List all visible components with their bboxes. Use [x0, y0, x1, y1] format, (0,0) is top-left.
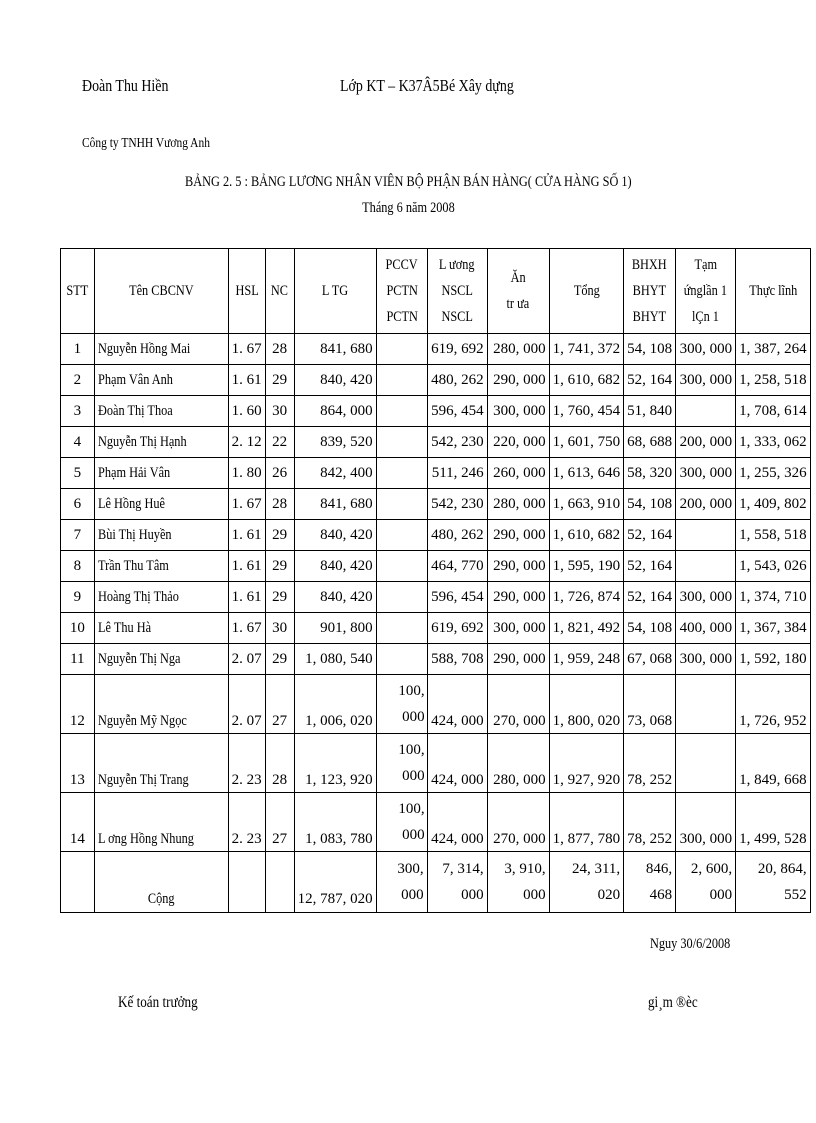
col-header-stt: STT — [61, 249, 95, 334]
cell-lnscl: 424, 000 — [427, 734, 487, 793]
total-hsl — [228, 852, 265, 913]
cell-lnscl: 480, 262 — [427, 365, 487, 396]
cell-pccv: 100, 000 — [376, 734, 427, 793]
cell-tong: 1, 595, 190 — [549, 551, 624, 582]
cell-pccv: 100, 000 — [376, 675, 427, 734]
cell-bh: 52, 164 — [624, 520, 676, 551]
cell-tong: 1, 927, 920 — [549, 734, 624, 793]
col-header-lnscl: L ương NSCL NSCL — [427, 249, 487, 334]
cell-hsl: 2. 07 — [228, 644, 265, 675]
cell-nc: 27 — [265, 675, 294, 734]
cell-lnscl: 596, 454 — [427, 396, 487, 427]
total-lnscl: 7, 314, 000 — [427, 852, 487, 913]
cell-pccv — [376, 520, 427, 551]
col-header-tamung: Tạm ứnglần 1 lÇn 1 — [676, 249, 736, 334]
cell-ltg: 842, 400 — [294, 458, 376, 489]
cell-hsl: 2. 23 — [228, 793, 265, 852]
cell-antrua: 270, 000 — [487, 793, 549, 852]
cell-hsl: 1. 61 — [228, 582, 265, 613]
cell-antrua: 280, 000 — [487, 734, 549, 793]
table-row — [61, 427, 811, 458]
total-nc — [265, 852, 294, 913]
cell-tamung: 200, 000 — [676, 427, 736, 458]
cell-ltg: 841, 680 — [294, 489, 376, 520]
table-row — [61, 365, 811, 396]
cell-thuclinh: 1, 592, 180 — [736, 644, 811, 675]
cell-bh: 52, 164 — [624, 365, 676, 396]
cell-nc: 30 — [265, 613, 294, 644]
cell-stt: 5 — [61, 458, 95, 489]
cell-tong: 1, 877, 780 — [549, 793, 624, 852]
cell-stt: 12 — [61, 675, 95, 734]
cell-antrua: 270, 000 — [487, 675, 549, 734]
cell-nc: 28 — [265, 334, 294, 365]
cell-thuclinh: 1, 543, 026 — [736, 551, 811, 582]
cell-hsl: 1. 61 — [228, 365, 265, 396]
cell-tamung: 300, 000 — [676, 582, 736, 613]
cell-nc: 27 — [265, 793, 294, 852]
cell-name: Hoàng Thị Thảo — [94, 582, 228, 613]
cell-name: Nguyễn Thị Hạnh — [94, 427, 228, 458]
total-thuclinh: 20, 864, 552 — [736, 852, 811, 913]
salary-table — [60, 248, 811, 913]
col-header-ltg: L TG — [294, 249, 376, 334]
signing-date: Nguy 30/6/2008 — [650, 936, 731, 952]
total-stt — [61, 852, 95, 913]
cell-nc: 22 — [265, 427, 294, 458]
cell-ltg: 840, 420 — [294, 582, 376, 613]
cell-hsl: 1. 60 — [228, 396, 265, 427]
total-antrua: 3, 910, 000 — [487, 852, 549, 913]
col-header-thuclinh: Thực lĩnh — [736, 249, 811, 334]
cell-stt: 4 — [61, 427, 95, 458]
cell-bh: 73, 068 — [624, 675, 676, 734]
cell-name: Đoàn Thị Thoa — [94, 396, 228, 427]
cell-pccv — [376, 334, 427, 365]
cell-tong: 1, 610, 682 — [549, 520, 624, 551]
company-name: Công ty TNHH Vương Anh — [82, 136, 210, 151]
cell-antrua: 290, 000 — [487, 551, 549, 582]
cell-bh: 67, 068 — [624, 644, 676, 675]
cell-tamung: 300, 000 — [676, 365, 736, 396]
author-name: Đoàn Thu Hiền — [82, 76, 169, 95]
cell-antrua: 280, 000 — [487, 489, 549, 520]
cell-lnscl: 480, 262 — [427, 520, 487, 551]
cell-bh: 78, 252 — [624, 734, 676, 793]
cell-pccv: 100, 000 — [376, 793, 427, 852]
cell-tong: 1, 613, 646 — [549, 458, 624, 489]
cell-pccv — [376, 458, 427, 489]
cell-thuclinh: 1, 258, 518 — [736, 365, 811, 396]
cell-pccv — [376, 396, 427, 427]
cell-ltg: 864, 000 — [294, 396, 376, 427]
cell-tamung: 300, 000 — [676, 644, 736, 675]
cell-antrua: 300, 000 — [487, 613, 549, 644]
col-header-hsl: HSL — [228, 249, 265, 334]
cell-bh: 52, 164 — [624, 551, 676, 582]
cell-ltg: 840, 420 — [294, 520, 376, 551]
table-row — [61, 793, 811, 852]
cell-nc: 29 — [265, 520, 294, 551]
cell-thuclinh: 1, 255, 326 — [736, 458, 811, 489]
cell-pccv — [376, 427, 427, 458]
cell-stt: 2 — [61, 365, 95, 396]
cell-nc: 28 — [265, 489, 294, 520]
cell-tamung: 300, 000 — [676, 334, 736, 365]
cell-stt: 11 — [61, 644, 95, 675]
director-label: gi¸m ®èc — [648, 994, 698, 1011]
cell-lnscl: 511, 246 — [427, 458, 487, 489]
cell-bh: 54, 108 — [624, 613, 676, 644]
cell-lnscl: 619, 692 — [427, 334, 487, 365]
cell-tamung — [676, 675, 736, 734]
cell-antrua: 280, 000 — [487, 334, 549, 365]
table-title: BẢNG 2. 5 : BẢNG LƯƠNG NHÂN VIÊN BỘ PHẬN BÁN HÀNG( CỬA HÀNG SỐ 1) — [184, 174, 632, 190]
cell-stt: 1 — [61, 334, 95, 365]
cell-name: Lê Hồng Huê — [94, 489, 228, 520]
cell-name: L ơng Hồng Nhung — [94, 793, 228, 852]
cell-ltg: 841, 680 — [294, 334, 376, 365]
table-row — [61, 582, 811, 613]
cell-stt: 14 — [61, 793, 95, 852]
col-header-bhxh: BHXH BHYT BHYT — [624, 249, 676, 334]
cell-hsl: 1. 67 — [228, 334, 265, 365]
cell-nc: 30 — [265, 396, 294, 427]
total-tong: 24, 311, 020 — [549, 852, 624, 913]
cell-ltg: 1, 123, 920 — [294, 734, 376, 793]
cell-tong: 1, 663, 910 — [549, 489, 624, 520]
cell-hsl: 1. 67 — [228, 489, 265, 520]
cell-bh: 51, 840 — [624, 396, 676, 427]
cell-antrua: 220, 000 — [487, 427, 549, 458]
cell-ltg: 901, 800 — [294, 613, 376, 644]
cell-thuclinh: 1, 726, 952 — [736, 675, 811, 734]
cell-lnscl: 424, 000 — [427, 793, 487, 852]
cell-nc: 29 — [265, 365, 294, 396]
cell-tong: 1, 741, 372 — [549, 334, 624, 365]
cell-stt: 7 — [61, 520, 95, 551]
cell-ltg: 1, 006, 020 — [294, 675, 376, 734]
cell-name: Bùi Thị Huyền — [94, 520, 228, 551]
cell-stt: 3 — [61, 396, 95, 427]
col-header-tong: Tổng — [549, 249, 624, 334]
cell-ltg: 1, 080, 540 — [294, 644, 376, 675]
cell-stt: 8 — [61, 551, 95, 582]
table-row — [61, 520, 811, 551]
cell-antrua: 300, 000 — [487, 396, 549, 427]
cell-nc: 26 — [265, 458, 294, 489]
cell-hsl: 2. 12 — [228, 427, 265, 458]
cell-thuclinh: 1, 374, 710 — [736, 582, 811, 613]
cell-ltg: 840, 420 — [294, 365, 376, 396]
cell-lnscl: 424, 000 — [427, 675, 487, 734]
table-row — [61, 334, 811, 365]
cell-thuclinh: 1, 367, 384 — [736, 613, 811, 644]
cell-stt: 9 — [61, 582, 95, 613]
cell-tamung — [676, 520, 736, 551]
col-header-antrua: Ăn tr ưa — [487, 249, 549, 334]
cell-lnscl: 542, 230 — [427, 489, 487, 520]
cell-bh: 54, 108 — [624, 334, 676, 365]
cell-ltg: 839, 520 — [294, 427, 376, 458]
cell-bh: 78, 252 — [624, 793, 676, 852]
cell-hsl: 1. 61 — [228, 520, 265, 551]
cell-tong: 1, 760, 454 — [549, 396, 624, 427]
table-header-row — [61, 249, 811, 334]
cell-nc: 29 — [265, 644, 294, 675]
total-row — [61, 852, 811, 913]
table-row — [61, 613, 811, 644]
table-row — [61, 458, 811, 489]
cell-pccv — [376, 365, 427, 396]
cell-thuclinh: 1, 387, 264 — [736, 334, 811, 365]
cell-thuclinh: 1, 849, 668 — [736, 734, 811, 793]
cell-tamung: 300, 000 — [676, 793, 736, 852]
cell-name: Lê Thu Hà — [94, 613, 228, 644]
cell-hsl: 2. 23 — [228, 734, 265, 793]
cell-stt: 10 — [61, 613, 95, 644]
cell-lnscl: 464, 770 — [427, 551, 487, 582]
cell-hsl: 2. 07 — [228, 675, 265, 734]
cell-bh: 52, 164 — [624, 582, 676, 613]
cell-pccv — [376, 644, 427, 675]
cell-hsl: 1. 67 — [228, 613, 265, 644]
cell-tong: 1, 726, 874 — [549, 582, 624, 613]
cell-pccv — [376, 551, 427, 582]
cell-nc: 29 — [265, 551, 294, 582]
table-row — [61, 734, 811, 793]
cell-pccv — [376, 489, 427, 520]
cell-thuclinh: 1, 333, 062 — [736, 427, 811, 458]
table-row — [61, 644, 811, 675]
cell-antrua: 290, 000 — [487, 582, 549, 613]
cell-name: Nguyễn Thị Nga — [94, 644, 228, 675]
cell-nc: 28 — [265, 734, 294, 793]
cell-hsl: 1. 80 — [228, 458, 265, 489]
cell-bh: 68, 688 — [624, 427, 676, 458]
col-header-pccv: PCCV PCTN PCTN — [376, 249, 427, 334]
chief-accountant-label: Kế toán trưởng — [118, 994, 198, 1011]
cell-lnscl: 619, 692 — [427, 613, 487, 644]
total-bhxh: 846, 468 — [624, 852, 676, 913]
cell-antrua: 290, 000 — [487, 644, 549, 675]
table-row — [61, 675, 811, 734]
cell-hsl: 1. 61 — [228, 551, 265, 582]
cell-name: Phạm Vân Anh — [94, 365, 228, 396]
cell-tong: 1, 821, 492 — [549, 613, 624, 644]
cell-stt: 13 — [61, 734, 95, 793]
cell-tamung: 400, 000 — [676, 613, 736, 644]
cell-tamung: 200, 000 — [676, 489, 736, 520]
cell-thuclinh: 1, 558, 518 — [736, 520, 811, 551]
col-header-nc: NC — [265, 249, 294, 334]
cell-thuclinh: 1, 499, 528 — [736, 793, 811, 852]
cell-tong: 1, 610, 682 — [549, 365, 624, 396]
table-row — [61, 551, 811, 582]
cell-pccv — [376, 613, 427, 644]
cell-lnscl: 588, 708 — [427, 644, 487, 675]
cell-lnscl: 596, 454 — [427, 582, 487, 613]
cell-bh: 58, 320 — [624, 458, 676, 489]
cell-name: Nguyễn Mỹ Ngọc — [94, 675, 228, 734]
cell-stt: 6 — [61, 489, 95, 520]
table-row — [61, 396, 811, 427]
cell-antrua: 290, 000 — [487, 365, 549, 396]
cell-tong: 1, 800, 020 — [549, 675, 624, 734]
total-pccv: 300, 000 — [376, 852, 427, 913]
cell-ltg: 840, 420 — [294, 551, 376, 582]
cell-name: Trần Thu Tâm — [94, 551, 228, 582]
cell-tamung: 300, 000 — [676, 458, 736, 489]
total-label: Cộng — [94, 852, 228, 913]
cell-tong: 1, 601, 750 — [549, 427, 624, 458]
cell-lnscl: 542, 230 — [427, 427, 487, 458]
cell-antrua: 260, 000 — [487, 458, 549, 489]
cell-antrua: 290, 000 — [487, 520, 549, 551]
cell-thuclinh: 1, 409, 802 — [736, 489, 811, 520]
cell-name: Nguyễn Thị Trang — [94, 734, 228, 793]
cell-thuclinh: 1, 708, 614 — [736, 396, 811, 427]
cell-tamung — [676, 734, 736, 793]
table-row — [61, 489, 811, 520]
table-subtitle: Tháng 6 năm 2008 — [361, 200, 455, 216]
cell-nc: 29 — [265, 582, 294, 613]
cell-pccv — [376, 582, 427, 613]
cell-bh: 54, 108 — [624, 489, 676, 520]
cell-tamung — [676, 396, 736, 427]
cell-name: Nguyễn Hồng Mai — [94, 334, 228, 365]
total-ltg: 12, 787, 020 — [294, 852, 376, 913]
cell-tong: 1, 959, 248 — [549, 644, 624, 675]
cell-name: Phạm Hải Vân — [94, 458, 228, 489]
cell-ltg: 1, 083, 780 — [294, 793, 376, 852]
col-header-name: Tên CBCNV — [94, 249, 228, 334]
total-tamung: 2, 600, 000 — [676, 852, 736, 913]
class-info: Lớp KT – K37Â5Bé Xây dựng — [340, 76, 514, 95]
cell-tamung — [676, 551, 736, 582]
